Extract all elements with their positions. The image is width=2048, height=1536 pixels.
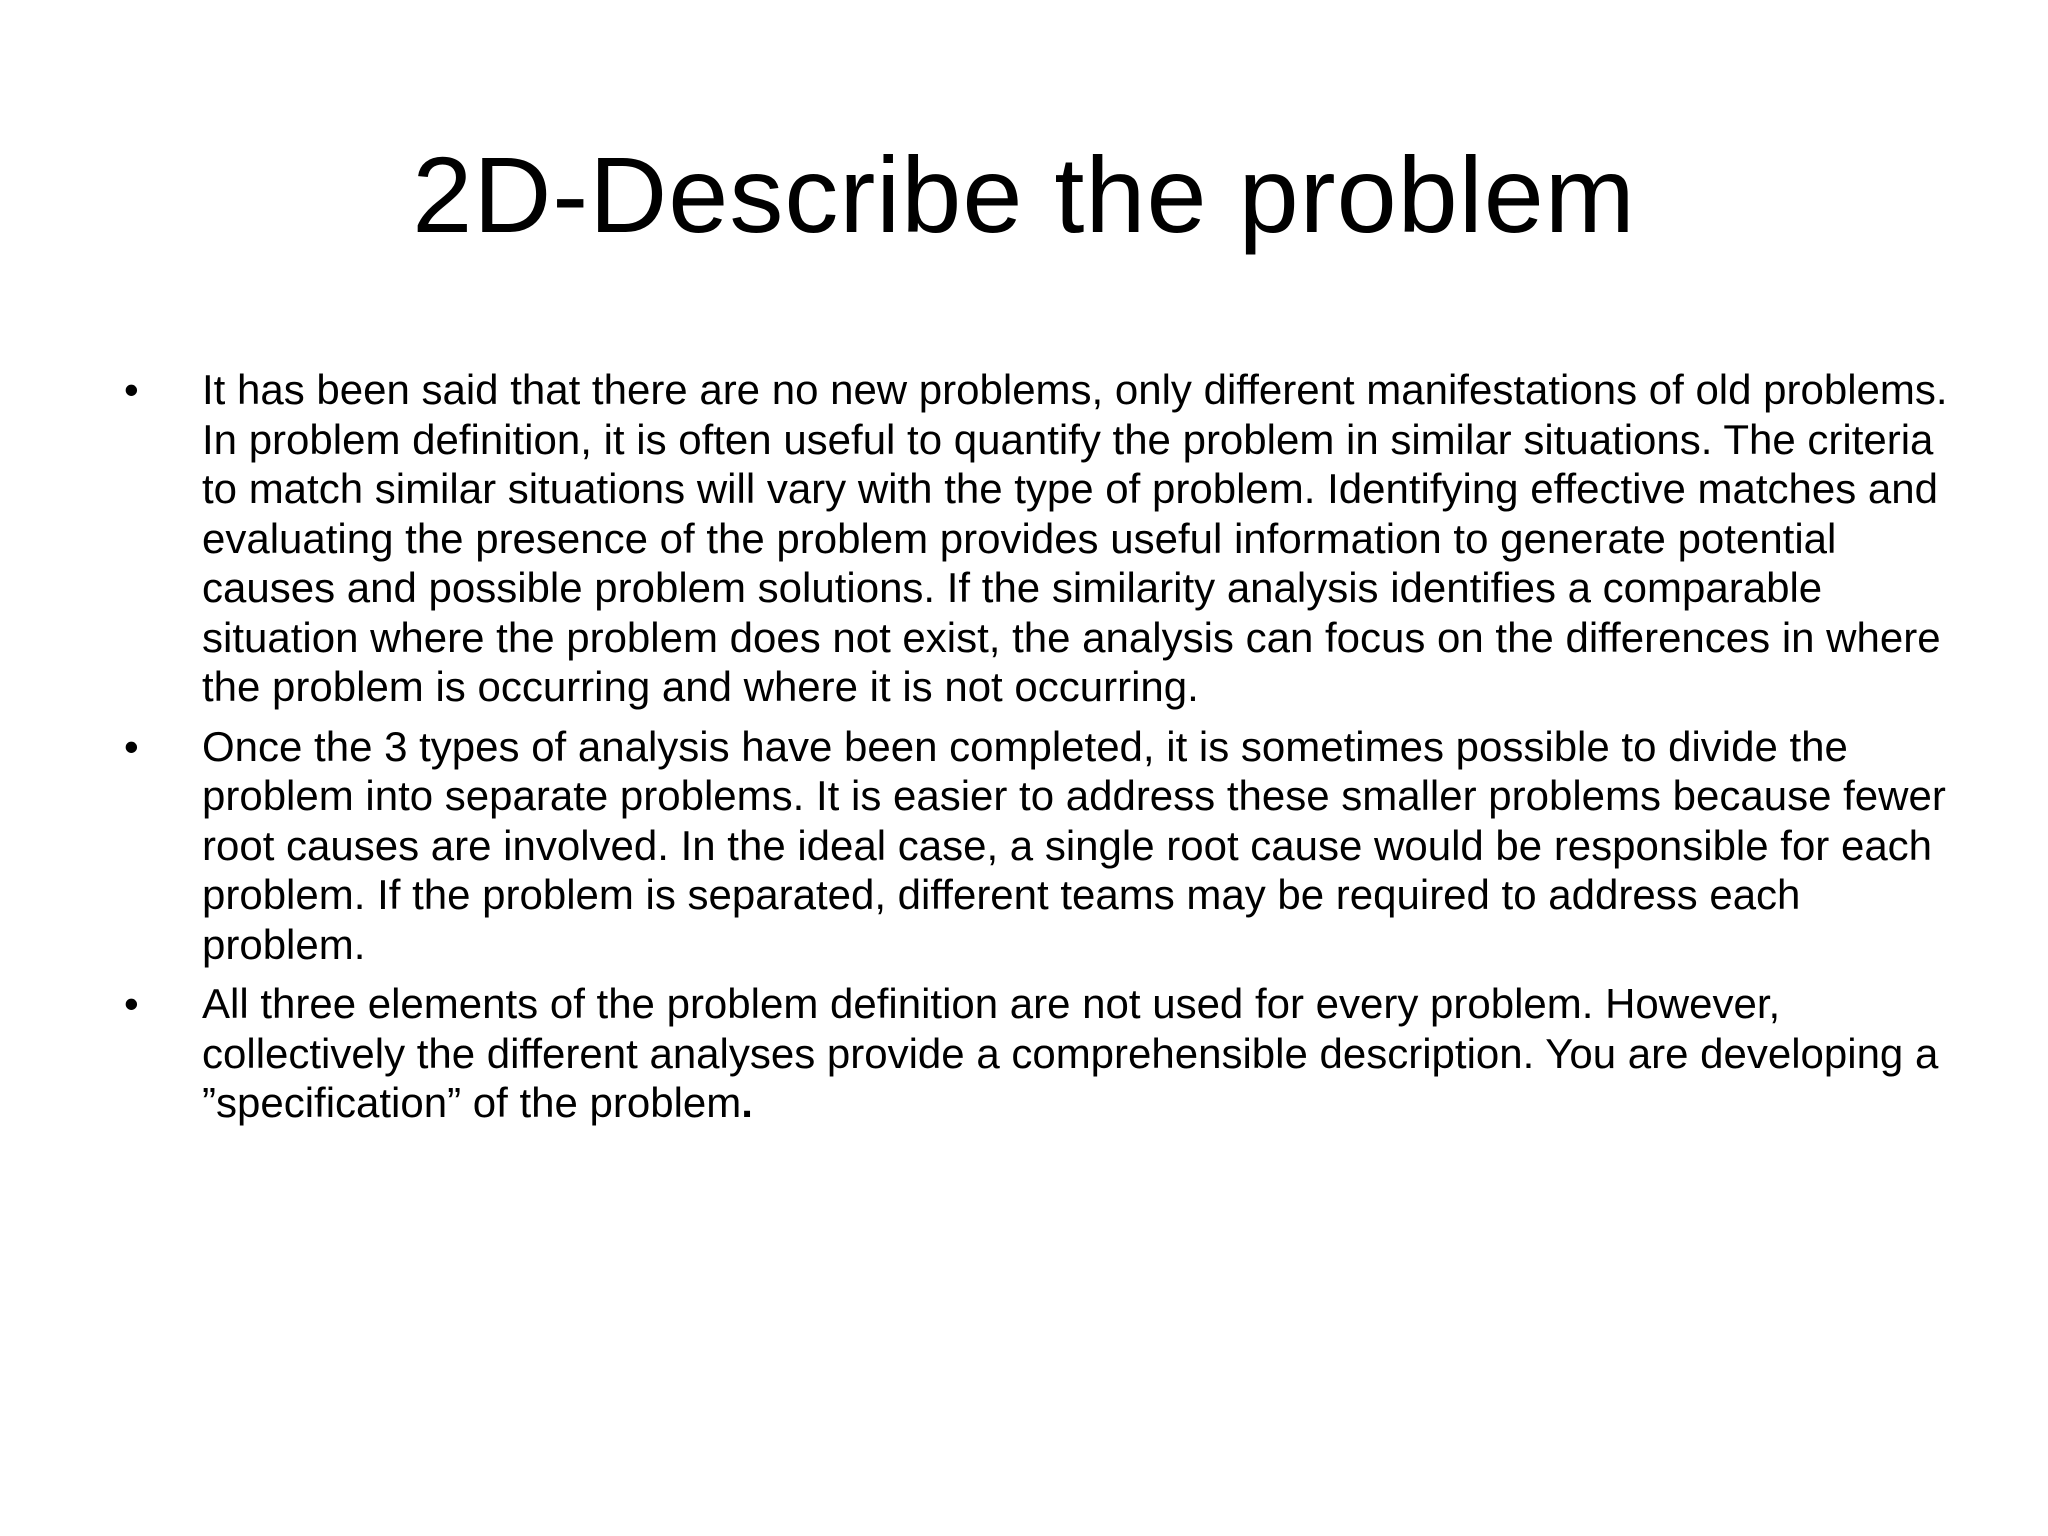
slide-title: 2D-Describe the problem [412, 134, 1636, 255]
bullet-item-1 [120, 365, 1960, 712]
bullet-text-wrapper [202, 979, 1960, 1128]
bullet-item-2 [120, 722, 1960, 970]
bullet-item-3 [120, 979, 1960, 1128]
bullet-list [120, 365, 1960, 1138]
bullet-text: It has been said that there are no new problems, only different manifestations of old problems. In problem definition, it is often useful to quantify the problem in similar situations. The criteria to match similar situations will vary with the type of problem. Identifying effective matches and evaluating the presence of the problem provides useful information to generate potential causes and possible problem solutions. If the similarity analysis identifies a comparable situation where the problem does not exist, the analysis can focus on the differences in where the problem is occurring and where it is not occurring. [202, 366, 1948, 710]
bullet-text: All three elements of the problem definition are not used for every problem. However, collectively the different analyses provide a comprehensible description. You are developing a ”specification” of the problem [202, 980, 1939, 1126]
bullet-marker: • [124, 722, 139, 770]
bullet-trailing-bold: . [741, 1079, 753, 1126]
bullet-text: Once the 3 types of analysis have been completed, it is sometimes possible to divide the problem into separate problems. It is easier to address these smaller problems because fewer root causes are involved. In the ideal case, a single root cause would be responsible for each problem. If the problem is separated, different teams may be required to address each problem. [202, 722, 1946, 968]
bullet-marker: • [124, 980, 139, 1027]
bullet-marker: • [124, 366, 139, 413]
